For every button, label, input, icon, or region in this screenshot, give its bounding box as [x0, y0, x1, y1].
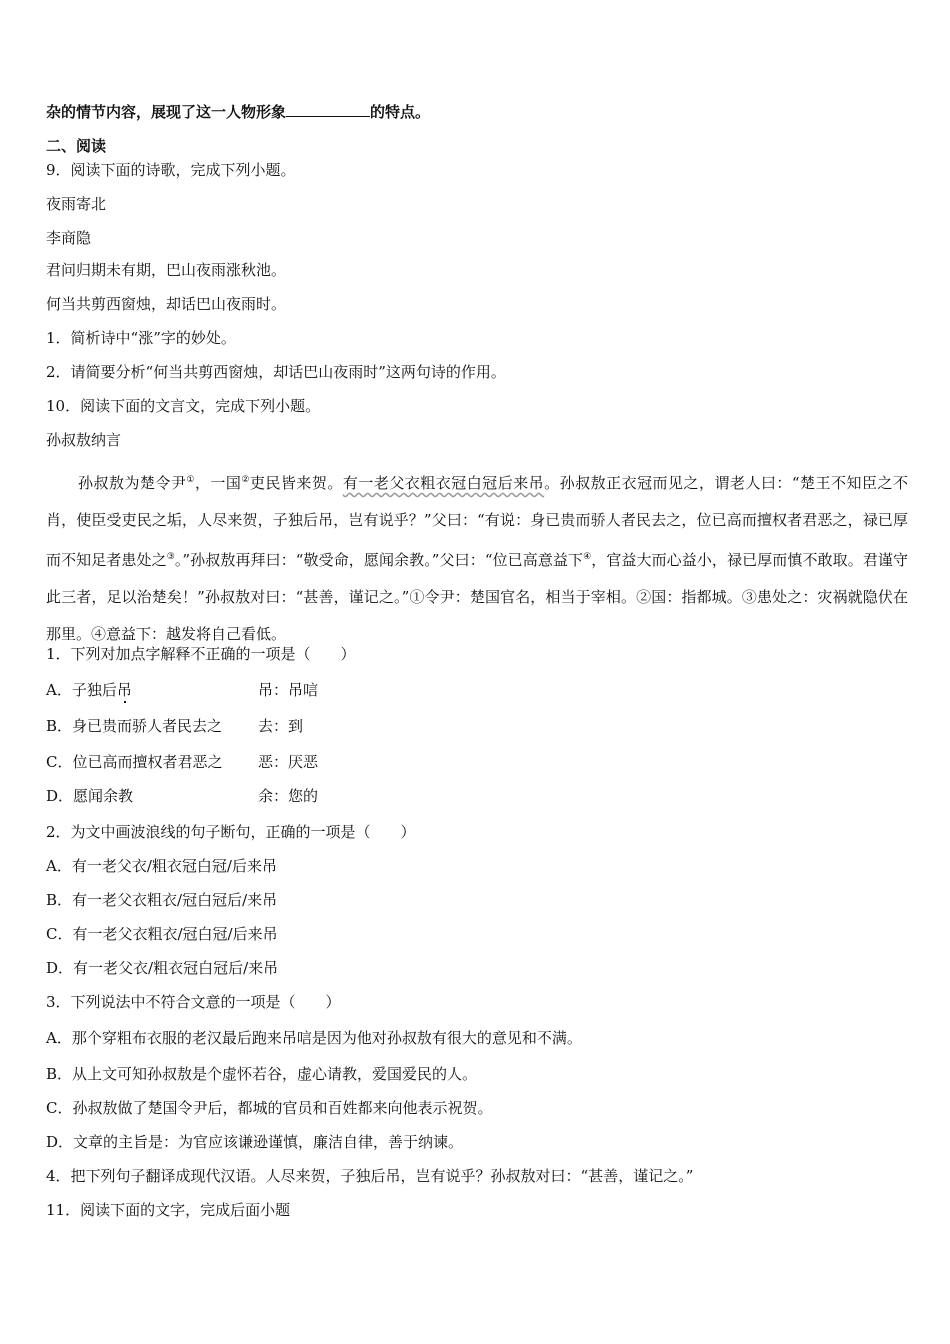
intro-text-end: 的特点。: [370, 103, 431, 121]
option-b[interactable]: B．有一老父衣粗衣/冠白冠后/来吊: [46, 891, 278, 909]
q10-4-stem: 4．把下列句子翻译成现代汉语。人尽来贺，子独后吊，岂有说乎？孙叔敖对曰：“甚善，谨记之。”: [46, 1167, 694, 1185]
q9-sub-question: 2．请简要分析“何当共剪西窗烛，却话巴山夜雨时”这两句诗的作用。: [46, 363, 506, 381]
passage-text: ，官益大而心益小，禄已厚而慎不敢取。君谨守此三者，足以治楚矣！”孙叔敖对曰：“甚善，谨记之。”①令尹：楚国官名，相当于宰相。②国：指都城。③患处之：灾祸就隐伏在那里。④意益下：越发将自己看低。: [46, 551, 908, 643]
section-title: 二、阅读: [46, 137, 107, 155]
option-b[interactable]: [46, 716, 304, 736]
option-label: A．: [46, 681, 72, 699]
q11-stem: 11．阅读下面的文字，完成后面小题: [46, 1201, 291, 1219]
footnote-mark: ④: [583, 552, 592, 562]
dotted-char: 吊: [116, 681, 132, 699]
footnote-mark: ②: [241, 475, 250, 485]
poem-line: 君问归期未有期，巴山夜雨涨秋池。: [46, 261, 287, 279]
option-label: B．: [46, 717, 73, 735]
wavy-underlined-sentence: 有一老父衣粗衣冠白冠后来吊: [342, 474, 545, 492]
option-explain: 吊：吊唁: [258, 681, 319, 699]
option-c[interactable]: C．孙叔敖做了楚国令尹后，都城的官员和百姓都来向他表示祝贺。: [46, 1099, 493, 1117]
passage-text: 孙叔敖为楚令尹: [78, 474, 187, 492]
passage-text: ，一国: [194, 474, 242, 492]
q9-sub-question: 1．简析诗中“涨”字的妙处。: [46, 329, 236, 347]
option-text: 愿闻余教: [73, 787, 134, 805]
option-explain: 余：您的: [258, 787, 319, 805]
option-label: C．: [46, 753, 73, 771]
q9-stem: 9．阅读下面的诗歌，完成下列小题。: [46, 161, 296, 179]
option-label: D．: [46, 787, 74, 805]
option-a[interactable]: [46, 680, 319, 700]
option-text: 身已贵而骄人者民去之: [72, 717, 223, 735]
poem-title: 夜雨寄北: [46, 195, 107, 213]
poet: 李商隐: [46, 229, 92, 247]
passage-text: 。孙叔敖正衣冠而见之，谓老人曰：“楚王不知臣之不肖，使臣受吏民之垢，人尽来贺，子独后吊，岂有说乎？”父曰：“有说：身已贵而骄人者民去之，位已高而擅权者君恶之，禄已厚而不知足者患处之: [46, 474, 908, 569]
option-text: 位已高而擅权者君恶之: [72, 753, 223, 771]
option-a[interactable]: A．有一老父衣/粗衣冠白冠/后来吊: [46, 857, 277, 875]
option-a[interactable]: A．那个穿粗布衣服的老汉最后跑来吊唁是因为他对孙叔敖有很大的意见和不满。: [46, 1029, 582, 1047]
option-c[interactable]: C．有一老父衣粗衣/冠白冠/后来吊: [46, 925, 278, 943]
footnote-mark: ③: [166, 552, 175, 562]
q10-1-stem: 1．下列对加点字解释不正确的一项是（ ）: [46, 645, 356, 663]
option-d[interactable]: D．文章的主旨是：为官应该谦逊谨慎，廉洁自律，善于纳谏。: [46, 1133, 464, 1151]
q10-stem: 10．阅读下面的文言文，完成下列小题。: [46, 397, 321, 415]
passage-title: 孙叔敖纳言: [46, 431, 122, 449]
option-explain: 恶：厌恶: [258, 753, 319, 771]
fill-blank[interactable]: [286, 102, 370, 117]
footnote-mark: ①: [186, 475, 195, 485]
option-b[interactable]: B．从上文可知孙叔敖是个虚怀若谷，虚心请教，爱国爱民的人。: [46, 1065, 478, 1083]
classical-passage: [46, 462, 908, 653]
option-text: 子独后: [71, 681, 117, 699]
option-explain: 去：到: [258, 717, 304, 735]
intro-text: 杂的情节内容，展现了这一人物形象: [46, 103, 287, 121]
poem-line: 何当共剪西窗烛，却话巴山夜雨时。: [46, 295, 287, 313]
passage-text: 。”孙叔敖再拜曰：“敬受命，愿闻余教。”父曰：“位已高意益下: [174, 551, 584, 569]
q10-2-stem: 2．为文中画波浪线的句子断句，正确的一项是（ ）: [46, 823, 416, 841]
option-d[interactable]: [46, 786, 319, 806]
passage-text: 吏民皆来贺。: [249, 474, 343, 492]
option-c[interactable]: [46, 752, 319, 772]
option-d[interactable]: D．有一老父衣/粗衣冠白冠后/来吊: [46, 959, 279, 977]
q10-3-stem: 3．下列说法中不符合文意的一项是（ ）: [46, 993, 341, 1011]
intro-line: [46, 102, 430, 122]
